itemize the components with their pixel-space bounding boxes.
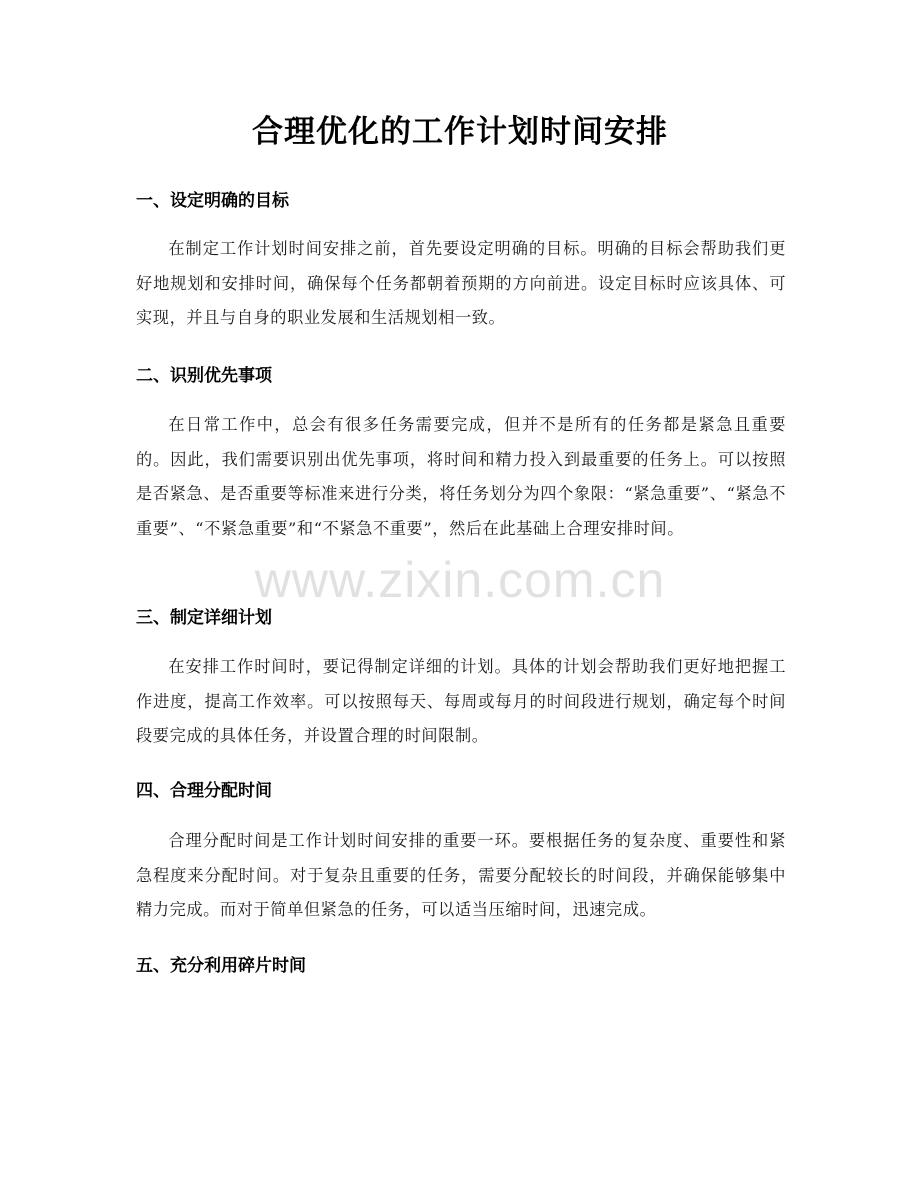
section-paragraph-2: 在日常工作中，总会有很多任务需要完成，但并不是所有的任务都是紧急且重要的。因此，我们需要识别出优先事项，将时间和精力投入到最重要的任务上。可以按照是否紧急、是否重要等标准来进行分类，将任务划分为四个象限：“紧急重要”、“紧急不重要”、“不紧急重要”和“不紧急不重要”，然后在此基础上合理安排时间。 (136, 415, 786, 538)
section-heading-1: 一、设定明确的目标 (136, 191, 289, 211)
section-heading-4: 四、合理分配时间 (136, 781, 272, 801)
section-heading-5: 五、充分利用碎片时间 (136, 956, 306, 976)
section-paragraph-4: 合理分配时间是工作计划时间安排的重要一环。要根据任务的复杂度、重要性和紧急程度来分配时间。对于复杂且重要的任务，需要分配较长的时间段，并确保能够集中精力完成。而对于简单但紧急的任务，可以适当压缩时间，迅速完成。 (136, 831, 786, 919)
document-title: 合理优化的工作计划时间安排 (252, 114, 668, 150)
section-heading-2: 二、识别优先事项 (136, 366, 272, 386)
section-paragraph-1: 在制定工作计划时间安排之前，首先要设定明确的目标。明确的目标会帮助我们更好地规划和安排时间，确保每个任务都朝着预期的方向前进。设定目标时应该具体、可实现，并且与自身的职业发展和生活规划相一致。 (136, 239, 786, 327)
section-paragraph-3: 在安排工作时间时，要记得制定详细的计划。具体的计划会帮助我们更好地把握工作进度，提高工作效率。可以按照每天、每周或每月的时间段进行规划，确定每个时间段要完成的具体任务，并设置合理的时间限制。 (136, 657, 786, 745)
section-heading-3: 三、制定详细计划 (136, 608, 272, 628)
watermark: www.zixin.com.cn (254, 552, 666, 608)
